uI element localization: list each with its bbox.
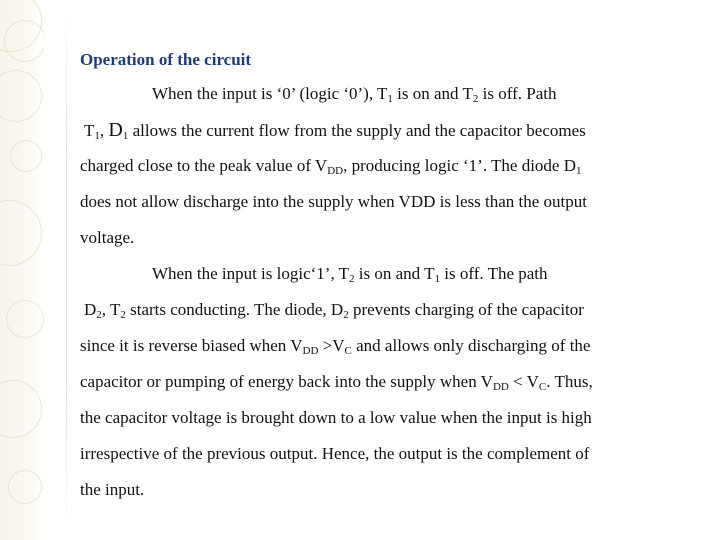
text-run: >V <box>318 336 345 355</box>
paragraph-2-line-7: the input. <box>80 480 145 499</box>
subscript: 1 <box>122 130 129 142</box>
text-run: starts conducting. The diode, D <box>125 300 344 319</box>
paragraph-2-line-1 <box>80 256 684 292</box>
decorative-side-band <box>0 0 44 540</box>
text-run: , <box>99 121 109 140</box>
subscript: 2 <box>96 309 102 321</box>
paragraph-2-line-4 <box>80 364 684 400</box>
text-run: since it is reverse biased when V <box>80 336 303 355</box>
text-run: charged close to the peak value of V <box>80 156 328 175</box>
decorative-circle <box>4 20 44 62</box>
text-run: D <box>108 119 123 141</box>
paragraph-2-line-6: irrespective of the previous output. Hence, the output is the complement of <box>80 444 590 463</box>
paragraph-1-line-4: does not allow discharge into the supply when VDD is less than the output <box>80 192 587 211</box>
paragraph-2-line-3 <box>80 328 684 364</box>
paragraph-2-line-2 <box>80 292 684 328</box>
subscript: 1 <box>434 273 441 285</box>
text-run: and allows only discharging of the <box>351 336 591 355</box>
text-run: . Thus, <box>546 372 593 391</box>
paragraph-1-line-1 <box>80 76 684 112</box>
text-run: < V <box>508 372 539 391</box>
subscript: 2 <box>472 93 479 105</box>
subscript: 2 <box>120 309 126 321</box>
subscript: 1 <box>94 130 100 142</box>
text-run: allows the current flow from the supply and the capacitor becomes <box>128 121 586 140</box>
text-run: is on and T <box>392 84 473 103</box>
slide-content <box>80 48 684 508</box>
text-run: is off. The path <box>440 264 548 283</box>
text-run: D <box>84 300 97 319</box>
text-run: prevents charging of the capacitor <box>348 300 584 319</box>
paragraph-1-line-2 <box>80 112 684 148</box>
decorative-circle <box>0 380 42 438</box>
subscript: 2 <box>349 273 355 285</box>
subscript: 1 <box>576 165 582 177</box>
decorative-circle <box>0 200 42 266</box>
text-run: is on and T <box>354 264 435 283</box>
subscript: DD <box>327 165 344 177</box>
text-run: is off. Path <box>478 84 557 103</box>
text-run: , T <box>101 300 121 319</box>
subscript: DD <box>492 381 509 393</box>
slide-heading: Operation of the circuit <box>80 50 252 69</box>
text-run: T <box>84 121 95 140</box>
decorative-circle <box>6 300 44 338</box>
subscript: C <box>344 345 352 357</box>
decorative-circle <box>0 70 42 122</box>
subscript: DD <box>302 345 319 357</box>
paragraph-2-line-5: the capacitor voltage is brought down to a low value when the input is high <box>80 408 592 427</box>
subscript: C <box>538 381 547 393</box>
paragraph-1-line-5: voltage. <box>80 228 135 247</box>
text-run: When the input is logic‘1’, T <box>152 264 350 283</box>
decorative-circle <box>8 470 42 504</box>
subscript: 2 <box>343 309 349 321</box>
text-run: When the input is ‘0’ (logic ‘0’), T <box>152 84 388 103</box>
text-run: capacitor or pumping of energy back into the supply when V <box>80 372 493 391</box>
subscript: 1 <box>387 93 393 105</box>
decorative-circle <box>10 140 42 172</box>
paragraph-1-line-3 <box>80 148 684 184</box>
decorative-divider <box>66 0 67 540</box>
text-run: , producing logic ‘1’. The diode D <box>343 156 577 175</box>
